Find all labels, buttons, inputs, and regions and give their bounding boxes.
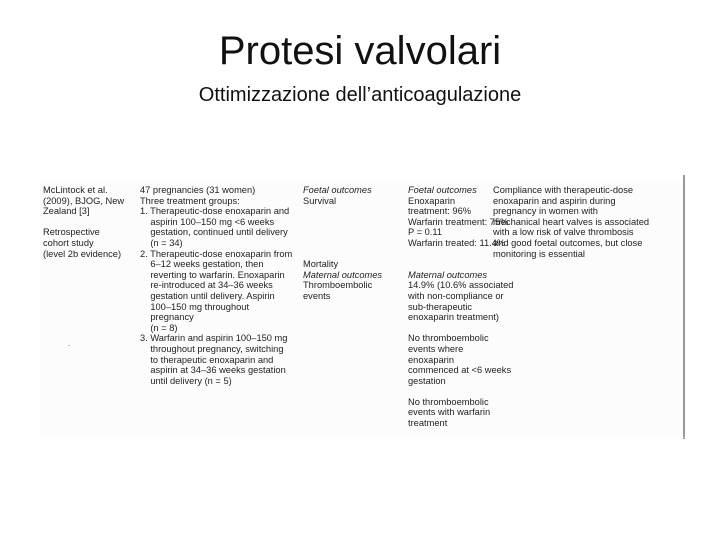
study-column — [43, 185, 135, 259]
table-line: gestation, continued until delivery — [140, 227, 288, 238]
population-column — [140, 185, 298, 386]
table-line: Maternal outcomes — [303, 269, 383, 280]
line-spacer — [303, 238, 403, 249]
slide-title: Protesi valvolari — [218, 29, 502, 73]
line-spacer — [303, 206, 403, 217]
table-line: Survival — [303, 195, 337, 206]
table-line: McLintock et al. — [43, 185, 108, 195]
table-line: until delivery (n = 5) — [140, 375, 232, 386]
table-line: mechanical heart valves is associated — [493, 216, 650, 227]
table-line: Maternal outcomes — [408, 269, 488, 280]
table-line: (n = 8) — [140, 322, 178, 333]
scan-edge-line — [683, 175, 685, 439]
table-line: treatment — [408, 418, 448, 429]
table-line: Foetal outcomes — [408, 185, 477, 195]
table-line: Thromboembolic — [303, 280, 373, 291]
table-line: 3. Warfarin and aspirin 100–150 mg — [140, 333, 288, 344]
table-line: events — [303, 290, 331, 301]
table-line: gestation until delivery. Aspirin — [140, 290, 275, 301]
table-line: enoxaparin treatment) — [408, 312, 499, 323]
table-line: events where — [408, 343, 464, 354]
scan-speck — [68, 345, 70, 346]
table-line: Foetal outcomes — [303, 185, 372, 195]
table-line: Enoxaparin — [408, 195, 456, 206]
table-line: to therapeutic enoxaparin and — [140, 354, 274, 365]
table-line: Warfarin treated: 11.4% — [408, 237, 506, 248]
table-line: aspirin 100–150 mg <6 weeks — [140, 216, 275, 227]
table-line: treatment: 96% — [408, 206, 472, 217]
table-line: throughout pregnancy, switching — [140, 343, 284, 354]
table-line: Zealand [3] — [43, 206, 90, 217]
table-line: Retrospective — [43, 227, 100, 238]
table-line: 47 pregnancies (31 women) — [140, 185, 256, 195]
table-line: (level 2b evidence) — [43, 248, 122, 259]
table-line: 14.9% (10.6% associated — [408, 280, 514, 291]
table-line: Compliance with therapeutic-dose — [493, 185, 634, 195]
table-line: (2009), BJOG, New — [43, 195, 125, 206]
scanned-table-image — [40, 183, 686, 439]
table-line: reverting to warfarin. Enoxaparin — [140, 269, 285, 280]
table-line: aspirin at 34–36 weeks gestation — [140, 365, 286, 376]
line-spacer — [303, 227, 403, 238]
table-line: gestation — [408, 375, 446, 386]
table-line: events with warfarin — [408, 407, 491, 418]
table-line: No thromboembolic — [408, 396, 489, 407]
slide-subtitle: Ottimizzazione dell’anticoagulazione — [198, 84, 522, 106]
table-line: with a low risk of valve thrombosis — [493, 227, 634, 238]
table-line: and good foetal outcomes, but close — [493, 237, 643, 248]
table-line: enoxaparin — [408, 354, 455, 365]
scan-speck — [683, 437, 685, 438]
table-line: 100–150 mg throughout — [140, 301, 250, 312]
table-line: pregnancy in women with — [493, 206, 598, 217]
table-line: sub-therapeutic — [408, 301, 473, 312]
table-line: P = 0.11 — [408, 227, 443, 238]
line-spacer — [303, 249, 403, 260]
line-spacer — [43, 217, 135, 228]
table-line: re-introduced at 34–36 weeks — [140, 280, 273, 291]
table-line: commenced at <6 weeks — [408, 365, 512, 376]
line-spacer — [408, 259, 520, 270]
table-line: No thromboembolic — [408, 333, 489, 344]
table-line: pregnancy — [140, 312, 194, 323]
table-line: Warfarin treatment: 75% — [408, 216, 509, 227]
table-line: Three treatment groups: — [140, 195, 240, 206]
table-line: enoxaparin and aspirin during — [493, 195, 616, 206]
line-spacer — [408, 386, 520, 397]
line-spacer — [303, 217, 403, 228]
outcome-measures-column — [303, 185, 403, 302]
table-line: cohort study — [43, 237, 94, 248]
table-line: 1. Therapeutic-dose enoxaparin and — [140, 206, 290, 217]
table-line: 2. Therapeutic-dose enoxaparin from — [140, 248, 293, 259]
table-line: monitoring is essential — [493, 248, 585, 259]
table-line: 6–12 weeks gestation, then — [140, 259, 264, 270]
table-line: with non-compliance or — [408, 290, 504, 301]
conclusion-column — [493, 185, 681, 259]
table-line: (n = 34) — [140, 237, 183, 248]
line-spacer — [408, 323, 520, 334]
table-line: Mortality — [303, 259, 339, 270]
